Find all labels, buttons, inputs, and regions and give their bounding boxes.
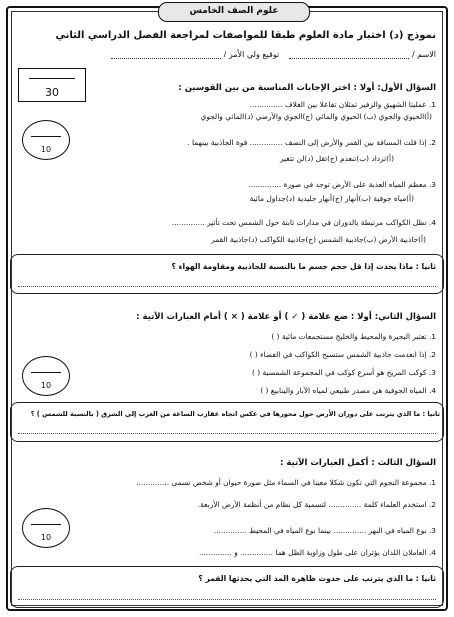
q3-answer-line[interactable] xyxy=(18,598,436,600)
q1-score-oval xyxy=(22,120,70,160)
q3-score: 10 xyxy=(40,533,52,542)
exam-title: نموذج (د) اختبار مادة العلوم طبقا للمواصفات لمراجعة الفصل الدراسي الثاني xyxy=(55,30,436,41)
q2-item-1: 1. تعتبر البحيرة والمحيط والخليج مستجمعات مائية ( ) xyxy=(271,332,436,341)
q1-item-4: 4. تظل الكواكب مرتبطة بالدوران في مدارات ثابتة حول الشمس تحت تأثير .............. xyxy=(171,218,436,227)
q2-second-box xyxy=(10,402,444,442)
q1-item-3-options[interactable]: (أ)مياه جوفية (ب)أنهار (ج)أنهار جليدية (د)جداول مائية xyxy=(249,194,414,203)
q1-heading: السؤال الأول: أولا : اختر الإجابات المناسبة من بين القوسين : xyxy=(178,83,436,93)
q1-item-1-options[interactable]: (أ)الحيوي والجوي (ب) الحيوي والمائي (ج)الجوي والأرضي (د)المائي والجوي xyxy=(200,112,432,121)
q2-score-oval xyxy=(22,356,70,396)
guardian-field[interactable] xyxy=(111,50,221,59)
q2-item-2: 2. إذا انعدمت جاذبية الشمس ستسبح الكواكب في الفضاء ( ) xyxy=(249,350,436,359)
name-label: الاسم / xyxy=(411,50,436,59)
q1-item-2: 2. إذا قلت المسافة بين القمر والأرض إلى النصف .............. قوة الجاذبية بينهما . xyxy=(187,138,436,147)
guardian-label: توقيع ولي الأمر / xyxy=(223,50,280,59)
q1-second-question: ثانيا : ماذا يحدث إذا قل حجم جسم ما بالنسبة للجاذبية ومقاومة الهواء ؟ xyxy=(171,262,436,271)
q2-answer-line[interactable] xyxy=(18,432,436,434)
q3-score-oval xyxy=(22,508,70,548)
total-score: 30 xyxy=(45,86,59,99)
q1-item-2-options[interactable]: (أ)تزداد (ب)تنعدم (ج)تقل (د)لن تتغير xyxy=(279,154,394,163)
q1-item-1: 1. عمليتا الشهيق والزفير تمثلان تفاعلا بين الغلاف .............. xyxy=(249,100,436,109)
q3-item-4: 4. العاملان اللذان يؤثران على طول وزاوية الظل هما .............. و .............. xyxy=(198,548,436,557)
name-field[interactable] xyxy=(289,50,409,59)
page-banner: علوم الصف الخامس xyxy=(158,2,310,22)
q3-heading: السؤال الثالث : أكمل العبارات الآتية : xyxy=(280,458,436,468)
q3-second-box xyxy=(10,566,444,608)
q3-second-question: ثانيا : ما الذي يترتب على حدوث ظاهرة المد التي يحدثها القمر ؟ xyxy=(198,574,436,583)
q1-answer-line[interactable] xyxy=(18,285,436,287)
q1-item-3: 3. معظم المياه العذبة على الأرض توجد في صورة .............. xyxy=(248,180,436,189)
q3-item-3: 3. نوع المياه في النهر .............. بينما نوع المياه في المحيط .............. xyxy=(213,526,436,535)
q2-heading: السؤال الثاني: أولا : ضع علامة ( ✓ ) أو علامة ( × ) أمام العبارات الآتية : xyxy=(136,312,436,322)
q2-second-question: ثانيا : ما الذي يترتب على دوران الأرض حول محورها في عكس اتجاه عقارب الساعة من الغرب إلى الشرق ( بالنسبة للشمس ) ؟ xyxy=(30,410,440,418)
q1-second-box xyxy=(10,254,444,294)
q2-score: 10 xyxy=(40,381,52,390)
q3-item-1: 1. مجموعة النجوم التي تكون شكلا معينا في السماء مثل صورة حيوان أو شخص تسمى .............. xyxy=(136,478,436,487)
q3-item-2: 2. استخدم العلماء كلمة .............. لتسمية كل نظام من أنظمة الأرض الأربعة. xyxy=(197,500,436,509)
q1-score: 10 xyxy=(40,145,52,154)
q2-item-4: 4. المياه الجوفية هي مصدر طبيعي لمياه الآبار والينابيع ( ) xyxy=(260,386,436,395)
q2-item-3: 3. كوكب المريخ هو أسرع كوكب في المجموعة الشمسية ( ) xyxy=(252,368,436,377)
q1-item-4-options[interactable]: (أ)جاذبية الأرض (ب)جاذبية الشمس (ج)جاذبية الكواكب (د)جاذبية القمر xyxy=(211,235,426,244)
name-row xyxy=(111,50,436,59)
